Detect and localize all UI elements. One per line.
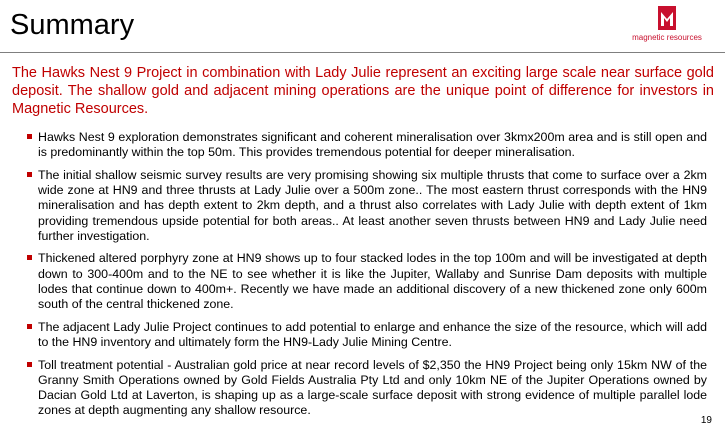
bullet-square-icon: [27, 255, 32, 260]
logo-text: magnetic resources: [632, 33, 702, 42]
bullet-square-icon: [27, 324, 32, 329]
bullet-text: Hawks Nest 9 exploration demonstrates significant and coherent mineralisation over 3kmx200m area and is still open and is predominantly within the top 50m. This provides tremendous potential for deeper mineralisation.: [38, 130, 707, 160]
bullet-item: [27, 168, 707, 244]
intro-statement: The Hawks Nest 9 Project in combination with Lady Julie represent an exciting large scale near surface gold deposit. The shallow gold and adjacent mining operations are the unique point of difference for investors in Magnetic Resources.: [12, 65, 714, 117]
bullet-square-icon: [27, 134, 32, 139]
bullet-square-icon: [27, 362, 32, 367]
summary-bullet-list: [27, 130, 707, 426]
bullet-text: Toll treatment potential - Australian gold price at near record levels of $2,350 the HN9 Project being only 15km NW of the Granny Smith Operations owned by Gold Fields Australia Pty Ltd and only 10km NE of the Jupiter Operations owned by Dacian Gold Ltd at Laverton, is shaping up as a large-scale surface deposit with strong evidence of multiple parallel lode zones at depth augmenting any shallow resource.: [38, 357, 707, 418]
bullet-text: Thickened altered porphyry zone at HN9 shows up to four stacked lodes in the top 100m and will be investigated at depth down to 300-400m and to the NE to see whether it is like the Jupiter, Wallaby and Sunrise Dam deposits with multiple lodes that continue down to 400m+. Recently we have made an additional discovery of a new thickened zone only 600m south of the central thickened zone.: [38, 251, 707, 312]
title-divider: [0, 52, 725, 53]
magnetic-logo-icon: [658, 6, 676, 30]
slide-title: Summary: [10, 9, 135, 41]
company-logo: [617, 6, 717, 46]
bullet-item: [27, 130, 707, 160]
bullet-item: [27, 358, 707, 419]
bullet-text: The initial shallow seismic survey results are very promising showing six multiple thrusts that come to surface over a 2km wide zone at HN9 and three thrusts at Lady Julie over a 500m zone.. The most eastern thrust corresponds with the HN9 mineralisation and has depth extent to 2km depth, and a thrust also correlates with Lady Julie with depth extent of 1km providing tremendous upside potential for both areas.. At least another seven thrusts between HN9 and Lady Julie need further investigation.: [38, 167, 707, 243]
bullet-item: [27, 251, 707, 312]
bullet-text: The adjacent Lady Julie Project continues to add potential to enlarge and enhance the size of the resource, which will add to the HN9 inventory and ultimately form the HN9-Lady Julie Mining Centre.: [38, 319, 707, 349]
bullet-square-icon: [27, 172, 32, 177]
bullet-item: [27, 320, 707, 350]
page-number: 19: [700, 415, 712, 426]
